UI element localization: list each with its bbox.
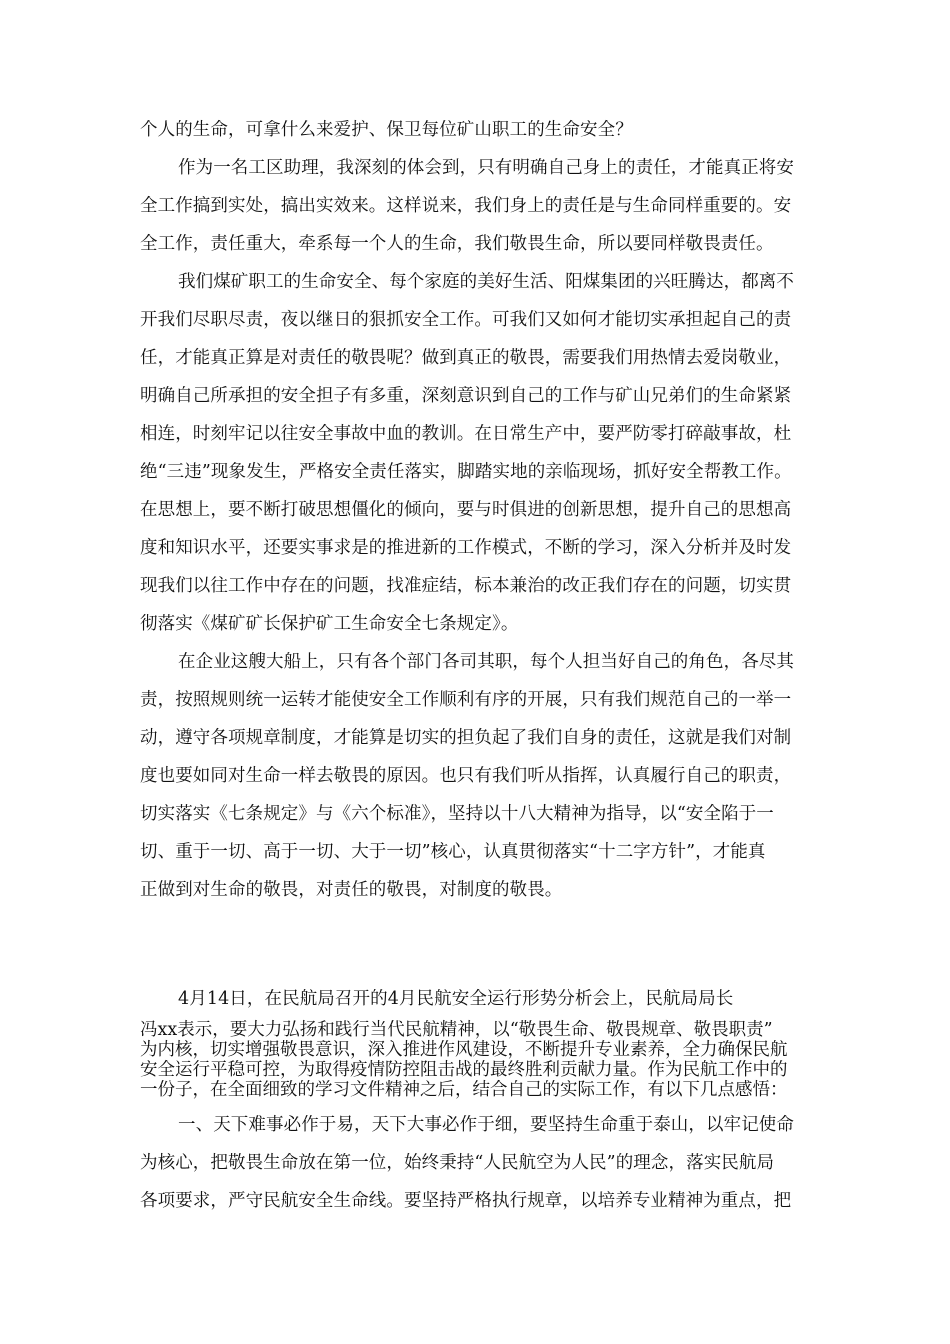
text-line: 彻落实《煤矿矿长保护矿工生命安全七条规定》。	[140, 614, 519, 634]
text-line: 绝“三违”现象发生，严格安全责任落实，脚踏实地的亲临现场，抓好安全帮教工作。	[140, 462, 792, 482]
text-line: 为核心，把敬畏生命放在第一位，始终秉持“人民航空为人民”的理念，落实民航局	[140, 1153, 775, 1173]
paragraph-first-line: 作为一名工区助理，我深刻的体会到，只有明确自己身上的责任，才能真正将安	[178, 158, 794, 178]
text-line: 相连，时刻牢记以往安全事故中血的教训。在日常生产中，要严防零打碎敲事故，杜	[140, 424, 792, 444]
text-line: 切实落实《七条规定》与《六个标准》，坚持以十八大精神为指导，以“安全陷于一	[140, 804, 774, 824]
text-line: 一份子，在全面细致的学习文件精神之后，结合自己的实际工作，有以下几点感悟：	[140, 1080, 788, 1100]
text-line: 在思想上，要不断打破思想僵化的倾向，要与时俱进的创新思想，提升自己的思想高	[140, 500, 792, 520]
text-line: 安全运行平稳可控，为取得疫情防控阻击战的最终胜利贡献力量。作为民航工作中的	[140, 1060, 788, 1080]
text-line: 任，才能真正算是对责任的敬畏呢？做到真正的敬畏，需要我们用热情去爱岗敬业，	[140, 348, 792, 368]
paragraph-first-line: 4月14日，在民航局召开的4月民航安全运行形势分析会上，民航局局长	[178, 989, 734, 1009]
text-line: 现我们以往工作中存在的问题，找准症结，标本兼治的改正我们存在的问题，切实贯	[140, 576, 792, 596]
text-line: 度也要如同对生命一样去敬畏的原因。也只有我们听从指挥，认真履行自己的职责，	[140, 766, 792, 786]
text-line: 为内核，切实增强敬畏意识，深入推进作风建设，不断提升专业素养，全力确保民航	[140, 1040, 788, 1060]
text-line: 责，按照规则统一运转才能使安全工作顺利有序的开展，只有我们规范自己的一举一	[140, 690, 792, 710]
paragraph-first-line: 我们煤矿职工的生命安全、每个家庭的美好生活、阳煤集团的兴旺腾达，都离不	[178, 272, 794, 292]
text-line: 正做到对生命的敬畏，对责任的敬畏，对制度的敬畏。	[140, 880, 563, 900]
text-line: 个人的生命，可拿什么来爱护、保卫每位矿山职工的生命安全？	[140, 120, 633, 140]
text-line: 开我们尽职尽责，夜以继日的狠抓安全工作。可我们又如何才能切实承担起自己的责	[140, 310, 792, 330]
text-line: 度和知识水平，还要实事求是的推进新的工作模式，不断的学习，深入分析并及时发	[140, 538, 792, 558]
text-line: 各项要求，严守民航安全生命线。要坚持严格执行规章，以培养专业精神为重点，把	[140, 1191, 792, 1211]
paragraph-first-line: 在企业这艘大船上，只有各个部门各司其职，每个人担当好自己的角色，各尽其	[178, 652, 794, 672]
text-line: 全工作，责任重大，牵系每一个人的生命，我们敬畏生命，所以要同样敬畏责任。	[140, 234, 774, 254]
text-line: 明确自己所承担的安全担子有多重，深刻意识到自己的工作与矿山兄弟们的生命紧紧	[140, 386, 792, 406]
paragraph-first-line: 一、天下难事必作于易，天下大事必作于细，要坚持生命重于泰山，以牢记使命	[178, 1115, 794, 1135]
text-line: 冯xx表示，要大力弘扬和践行当代民航精神，以“敬畏生命、敬畏规章、敬畏职责”	[140, 1020, 773, 1040]
text-line: 动，遵守各项规章制度，才能算是切实的担负起了我们自身的责任，这就是我们对制	[140, 728, 792, 748]
text-line: 全工作搞到实处，搞出实效来。这样说来，我们身上的责任是与生命同样重要的。安	[140, 196, 792, 216]
text-line: 切、重于一切、高于一切、大于一切”核心，认真贯彻落实“十二字方针”，才能真	[140, 842, 766, 862]
